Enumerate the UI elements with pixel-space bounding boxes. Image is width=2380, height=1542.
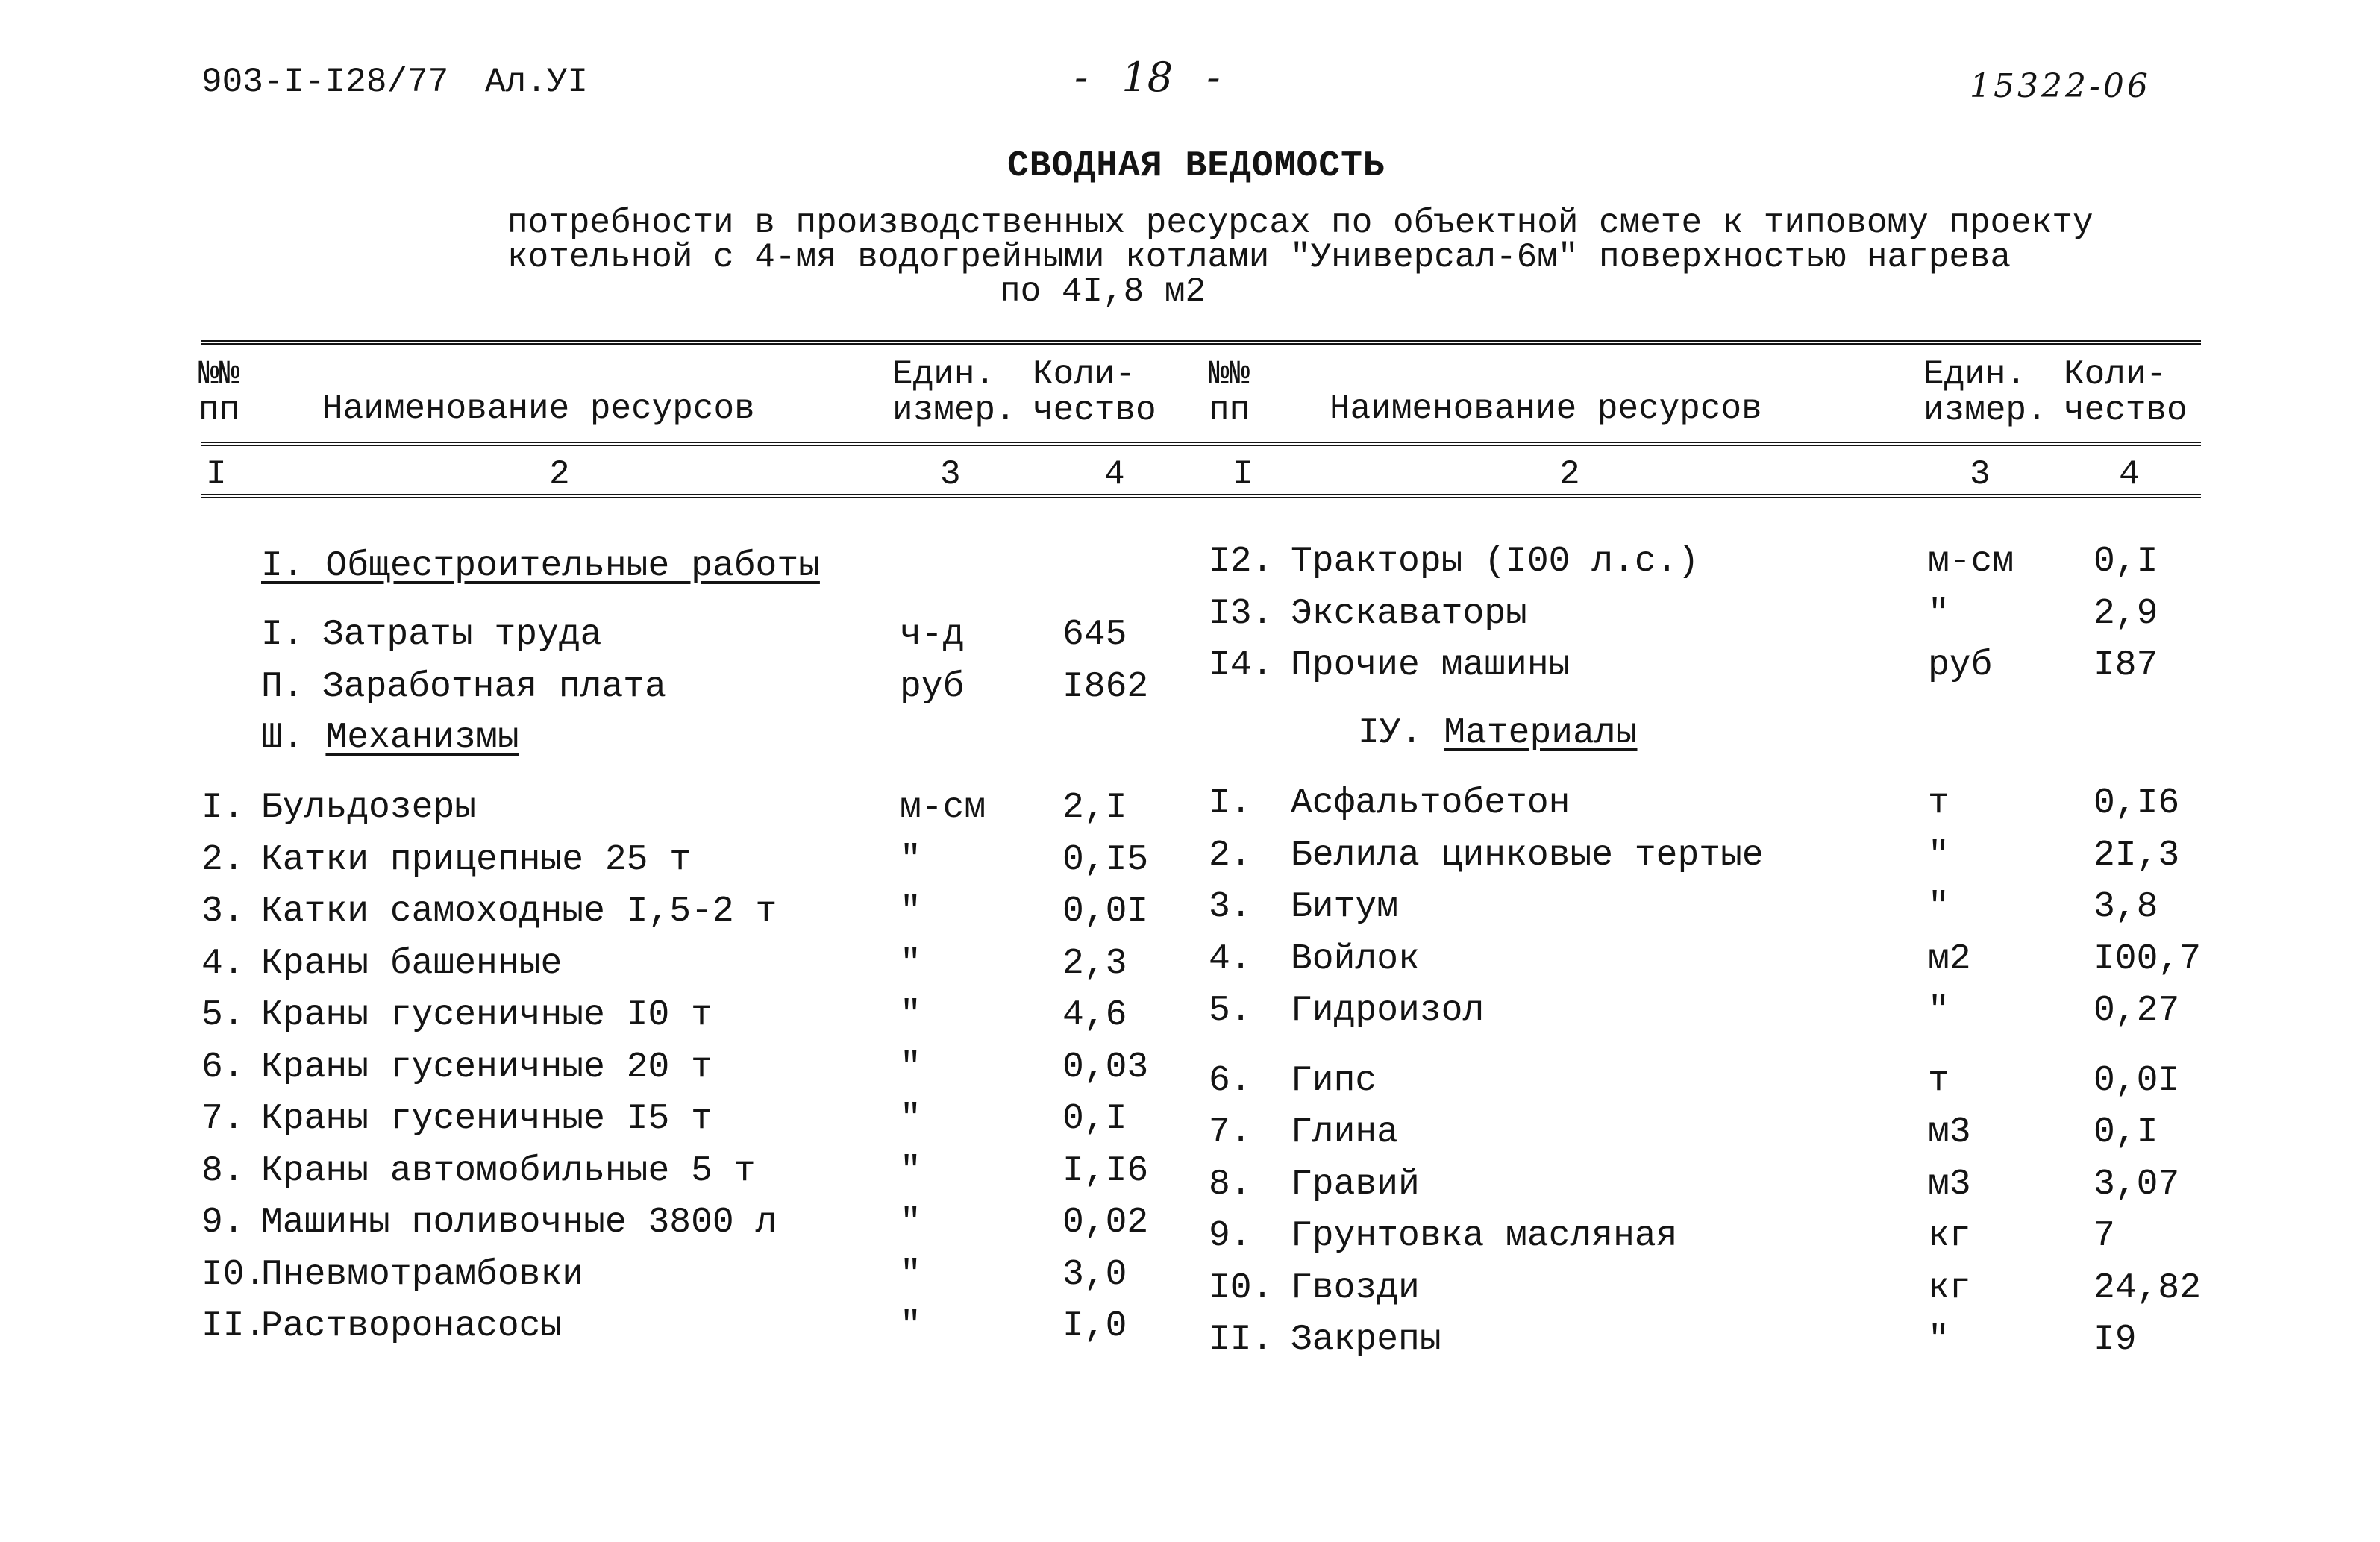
- row-num: 8.: [201, 1150, 245, 1191]
- row-unit: ": [900, 891, 921, 932]
- row-qty: 0,I5: [1062, 839, 1149, 880]
- row-unit: кг: [1928, 1267, 1971, 1308]
- col-head-num-left: №№ пп: [198, 355, 240, 430]
- row-qty: 0,I: [2094, 542, 2158, 582]
- row-unit: м3: [1928, 1164, 1971, 1205]
- row-qty: 0,I: [1062, 1099, 1127, 1139]
- col-num-1-left: I: [206, 455, 227, 494]
- header-rule-bottom: [201, 494, 2201, 498]
- row-unit: ": [900, 1099, 921, 1139]
- row-num: II.: [1209, 1320, 1274, 1360]
- row-name: Краны гусеничные I0 т: [261, 995, 713, 1035]
- section-materials-label: Материалы: [1444, 713, 1638, 753]
- col-head-unit-left: Един. измер.: [892, 355, 1016, 430]
- row-unit: ": [900, 995, 921, 1035]
- section-mechanisms-num: Ш.: [261, 718, 304, 758]
- row-name: Катки самоходные I,5-2 т: [261, 891, 777, 932]
- row-unit: ": [1928, 593, 1950, 634]
- album-number: Ал.УI: [485, 63, 589, 101]
- row-unit: т: [1928, 783, 1950, 824]
- row-qty: I87: [2094, 645, 2158, 686]
- row-unit: ": [1928, 1320, 1950, 1360]
- row-name: Асфальтобетон: [1291, 783, 1571, 824]
- header-rule-top: [201, 340, 2201, 345]
- row-qty: 0,0I: [1062, 891, 1149, 932]
- row-num: 5.: [1209, 991, 1252, 1031]
- row-num: I4.: [1209, 645, 1274, 686]
- row-num: 4.: [201, 943, 245, 984]
- row-unit: ": [1928, 991, 1950, 1031]
- document-title: СВОДНАЯ ВЕДОМОСТЬ: [1007, 146, 1385, 187]
- row-name: Прочие машины: [1291, 645, 1571, 686]
- row-unit: м3: [1928, 1112, 1971, 1153]
- row-name: Тракторы (I00 л.с.): [1291, 542, 1700, 582]
- col-num-3-left: 3: [940, 455, 961, 494]
- row-unit: м-см: [1928, 542, 2014, 582]
- col-num-4-left: 4: [1104, 455, 1125, 494]
- col-num-2-right: 2: [1559, 455, 1580, 494]
- row-name: Краны автомобильные 5 т: [261, 1150, 756, 1191]
- row-unit: кг: [1928, 1216, 1971, 1256]
- row-num: I.: [261, 615, 304, 655]
- inventory-number: 15322-06: [1970, 67, 2151, 105]
- row-unit: м2: [1928, 938, 1971, 980]
- row-num: 6.: [201, 1047, 245, 1088]
- row-num: 8.: [1209, 1164, 1252, 1205]
- row-qty: I,0: [1062, 1306, 1127, 1347]
- row-qty: 0,I6: [2094, 783, 2180, 824]
- row-num: 6.: [1209, 1060, 1252, 1101]
- page-number: - 18 -: [1074, 54, 1221, 101]
- row-qty: I00,7: [2094, 938, 2202, 980]
- row-name: Краны башенные: [261, 943, 563, 984]
- row-name: Войлок: [1291, 938, 1420, 980]
- row-name: Закрепы: [1291, 1320, 1441, 1360]
- row-name: Гипс: [1291, 1060, 1377, 1101]
- row-unit: ": [900, 943, 921, 984]
- row-unit: ": [900, 839, 921, 880]
- row-qty: 0,27: [2094, 991, 2180, 1031]
- col-num-3-right: 3: [1970, 455, 1991, 494]
- col-num-4-right: 4: [2119, 455, 2140, 494]
- row-unit: ": [900, 1254, 921, 1295]
- section-general-construction-label: I. Общестроительные работы: [261, 546, 820, 586]
- row-num: II.: [201, 1306, 266, 1347]
- doc-code: 903-I-I28/77: [201, 63, 449, 101]
- row-qty: 2I,3: [2094, 835, 2180, 876]
- row-qty: 0,0I: [2094, 1060, 2180, 1101]
- col-head-unit-right: Един. измер.: [1923, 355, 2047, 430]
- header-rule-middle: [201, 442, 2201, 446]
- row-unit: ": [1928, 835, 1950, 876]
- row-unit: ": [900, 1150, 921, 1191]
- row-unit: руб: [900, 667, 965, 707]
- row-name: Гвозди: [1291, 1267, 1420, 1308]
- row-name: Краны гусеничные 20 т: [261, 1047, 713, 1088]
- row-qty: 4,6: [1062, 995, 1127, 1035]
- section-materials: [1358, 713, 1637, 753]
- row-num: 4.: [1209, 938, 1252, 980]
- section-mechanisms-label: Механизмы: [325, 718, 519, 758]
- title-line-3: по 4I,8 м2: [1000, 272, 1206, 311]
- row-qty: 3,8: [2094, 887, 2158, 927]
- col-head-qty-left: Коли- чество: [1033, 355, 1156, 430]
- row-name: Пневмотрамбовки: [261, 1254, 584, 1295]
- row-name: Бульдозеры: [261, 788, 477, 828]
- row-name: Грунтовка масляная: [1291, 1216, 1678, 1256]
- row-num: I0.: [1209, 1267, 1274, 1308]
- row-num: 9.: [201, 1203, 245, 1243]
- col-head-name-left: Наименование ресурсов: [322, 389, 755, 428]
- row-unit: м-см: [900, 788, 986, 828]
- row-name: Битум: [1291, 887, 1399, 927]
- row-qty: 2,3: [1062, 943, 1127, 984]
- row-num: I2.: [1209, 542, 1274, 582]
- row-unit: руб: [1928, 645, 1993, 686]
- row-unit: ч-д: [900, 615, 965, 655]
- section-general-construction: [261, 546, 820, 586]
- row-name: Катки прицепные 25 т: [261, 839, 692, 880]
- col-num-1-right: I: [1233, 455, 1253, 494]
- row-qty: 0,02: [1062, 1203, 1149, 1243]
- row-name: Заработная плата: [322, 667, 666, 707]
- row-num: 7.: [201, 1099, 245, 1139]
- row-name: Затраты труда: [322, 615, 602, 655]
- row-unit: т: [1928, 1060, 1950, 1101]
- row-num: П.: [261, 667, 304, 707]
- title-line-1: потребности в производственных ресурсах по объектной смете к типовому проекту: [507, 204, 2094, 242]
- row-qty: 0,I: [2094, 1112, 2158, 1153]
- row-unit: ": [900, 1047, 921, 1088]
- row-qty: 24,82: [2094, 1267, 2202, 1308]
- row-qty: 3,0: [1062, 1254, 1127, 1295]
- row-name: Гидроизол: [1291, 991, 1485, 1031]
- row-qty: 0,03: [1062, 1047, 1149, 1088]
- row-num: 2.: [201, 839, 245, 880]
- row-qty: 2,9: [2094, 593, 2158, 634]
- row-num: 3.: [201, 891, 245, 932]
- row-unit: ": [1928, 887, 1950, 927]
- row-num: 7.: [1209, 1112, 1252, 1153]
- col-head-name-right: Наименование ресурсов: [1330, 389, 1762, 428]
- title-line-2: котельной с 4-мя водогрейными котлами "Универсал-6м" поверхностью нагрева: [507, 238, 2011, 277]
- row-num: I.: [1209, 783, 1252, 824]
- row-num: I3.: [1209, 593, 1274, 634]
- row-qty: 7: [2094, 1216, 2115, 1256]
- col-head-qty-right: Коли- чество: [2064, 355, 2188, 430]
- row-name: Экскаваторы: [1291, 593, 1527, 634]
- row-name: Белила цинковые тертые: [1291, 835, 1764, 876]
- row-name: Гравий: [1291, 1164, 1420, 1205]
- row-num: I.: [201, 788, 245, 828]
- row-num: 9.: [1209, 1216, 1252, 1256]
- row-name: Глина: [1291, 1112, 1399, 1153]
- col-num-2-left: 2: [549, 455, 570, 494]
- row-name: Машины поливочные 3800 л: [261, 1203, 777, 1243]
- row-qty: I,I6: [1062, 1150, 1149, 1191]
- section-materials-num: IУ.: [1358, 713, 1423, 753]
- col-head-num-right: №№ пп: [1209, 355, 1250, 430]
- row-num: 5.: [201, 995, 245, 1035]
- row-unit: ": [900, 1203, 921, 1243]
- row-qty: 645: [1062, 615, 1127, 655]
- row-name: Краны гусеничные I5 т: [261, 1099, 713, 1139]
- row-num: 3.: [1209, 887, 1252, 927]
- row-qty: I862: [1062, 667, 1149, 707]
- section-mechanisms: [261, 718, 519, 758]
- row-qty: 2,I: [1062, 788, 1127, 828]
- row-num: I0.: [201, 1254, 266, 1295]
- row-unit: ": [900, 1306, 921, 1347]
- row-qty: I9: [2094, 1320, 2137, 1360]
- row-num: 2.: [1209, 835, 1252, 876]
- row-name: Растворонасосы: [261, 1306, 563, 1347]
- row-qty: 3,07: [2094, 1164, 2180, 1205]
